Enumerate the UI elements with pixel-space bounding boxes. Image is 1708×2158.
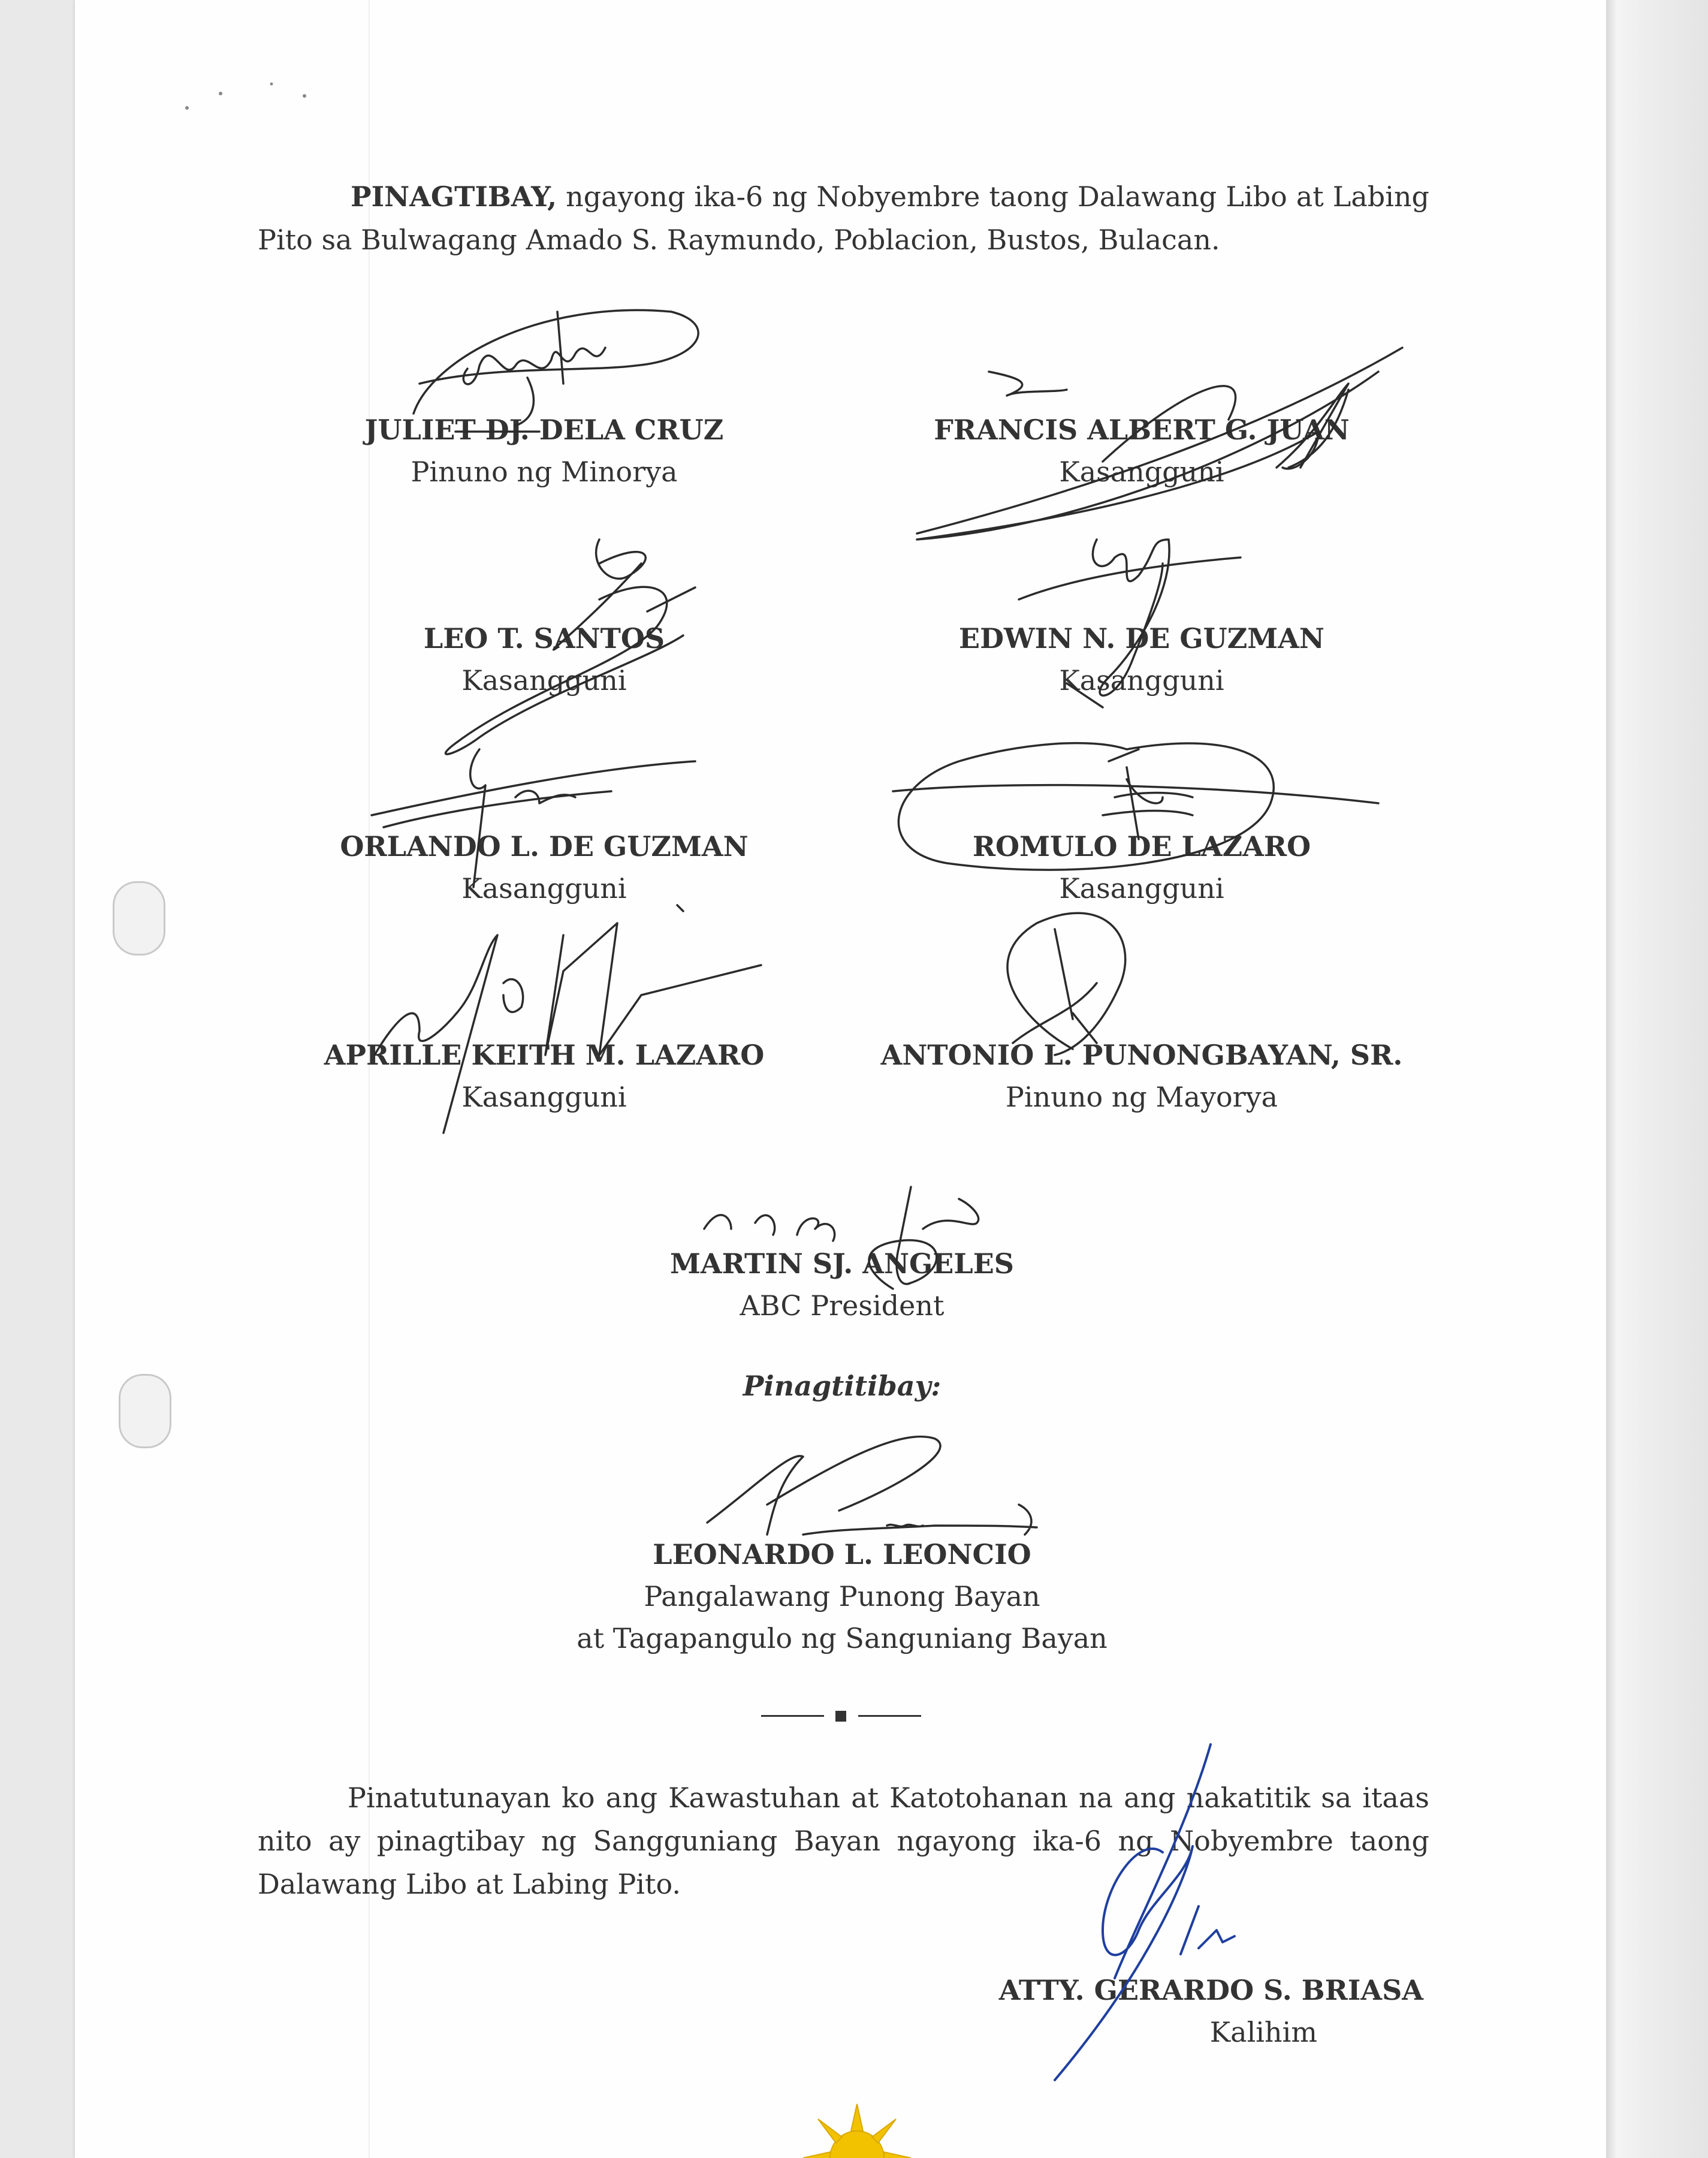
- signatory-romulo-de-lazaro: [973, 825, 1311, 909]
- signatory-role: Kasangguni: [1059, 664, 1224, 697]
- divider-square: [835, 1711, 846, 1722]
- signatory-francis-albert-juan: [934, 409, 1350, 493]
- signatory-name: APRILLE KEITH M. LAZARO: [324, 1039, 765, 1071]
- certification-paragraph: Pinatutunayan ko ang Kawastuhan at Katotohanan na ang nakatitik sa itaas nito ay pinagtibay ng Sangguniang Bayan ngayong ika-6 ng Nobyembre taong Dalawang Libo at Labing Pito.: [258, 1782, 1429, 1900]
- signatory-aprille-keith-lazaro: [324, 1034, 765, 1118]
- signatory-role: Pinuno ng Mayorya: [1005, 1081, 1278, 1113]
- signatory-name: JULIET DJ. DELA CRUZ: [364, 414, 724, 446]
- signatory-name: LEONARDO L. LEONCIO: [653, 1538, 1031, 1571]
- signatory-juliet-dela-cruz: [365, 409, 724, 493]
- approval-text: ngayong ika-6 ng Nobyembre taong Dalawang Libo at Labing Pito sa Bulwagang Amado S. Raymundo, Poblacion, Bustos, Bulacan.: [258, 180, 1430, 256]
- signatory-role-line2: at Tagapangulo ng Sanguniang Bayan: [577, 1622, 1108, 1654]
- signatory-martin-angeles: [670, 1243, 1014, 1327]
- scanner-edge: [1606, 0, 1708, 2158]
- signatory-role: Kasangguni: [461, 664, 627, 697]
- signatory-role: ABC President: [740, 1289, 944, 1322]
- signatory-name: MARTIN SJ. ANGELES: [670, 1247, 1014, 1280]
- signatory-orlando-de-guzman: [340, 825, 748, 909]
- signatory-leo-santos: [424, 617, 665, 701]
- secretary-name: ATTY. GERARDO S. BRIASA: [998, 1974, 1423, 2006]
- divider-line: [858, 1715, 921, 1717]
- signatory-name: ROMULO DE LAZARO: [972, 830, 1311, 863]
- signatory-role: Kasangguni: [461, 872, 627, 905]
- signatory-edwin-de-guzman: [959, 617, 1324, 701]
- signatory-role: Pinuno ng Minorya: [411, 456, 678, 488]
- signatory-role: Kasangguni: [1059, 456, 1224, 488]
- signatory-role: Pangalawang Punong Bayan: [644, 1580, 1040, 1613]
- signatory-name: FRANCIS ALBERT G. JUAN: [934, 414, 1350, 446]
- secretary-block: [999, 1969, 1423, 2053]
- approval-lead: PINAGTIBAY,: [351, 180, 557, 213]
- approval-heading: Pinagtitibay:: [743, 1370, 941, 1402]
- signatory-name: LEO T. SANTOS: [423, 622, 665, 655]
- punch-hole: [119, 1374, 171, 1448]
- signatory-role: Kasangguni: [1059, 872, 1224, 905]
- section-divider: [761, 1710, 926, 1722]
- approval-paragraph: [258, 175, 1429, 261]
- signatory-antonio-punongbayan: [881, 1034, 1403, 1118]
- signatory-role: Kasangguni: [461, 1081, 627, 1113]
- secretary-role: Kalihim: [1209, 2016, 1317, 2048]
- divider-line: [761, 1715, 824, 1717]
- signatory-name: EDWIN N. DE GUZMAN: [959, 622, 1324, 655]
- signatory-name: ORLANDO L. DE GUZMAN: [340, 830, 749, 863]
- sun-seal-icon: [797, 2098, 917, 2158]
- signatory-leonardo-leoncio: [577, 1533, 1108, 1659]
- punch-hole: [113, 881, 165, 956]
- signatory-name: ANTONIO L. PUNONGBAYAN, SR.: [880, 1039, 1403, 1071]
